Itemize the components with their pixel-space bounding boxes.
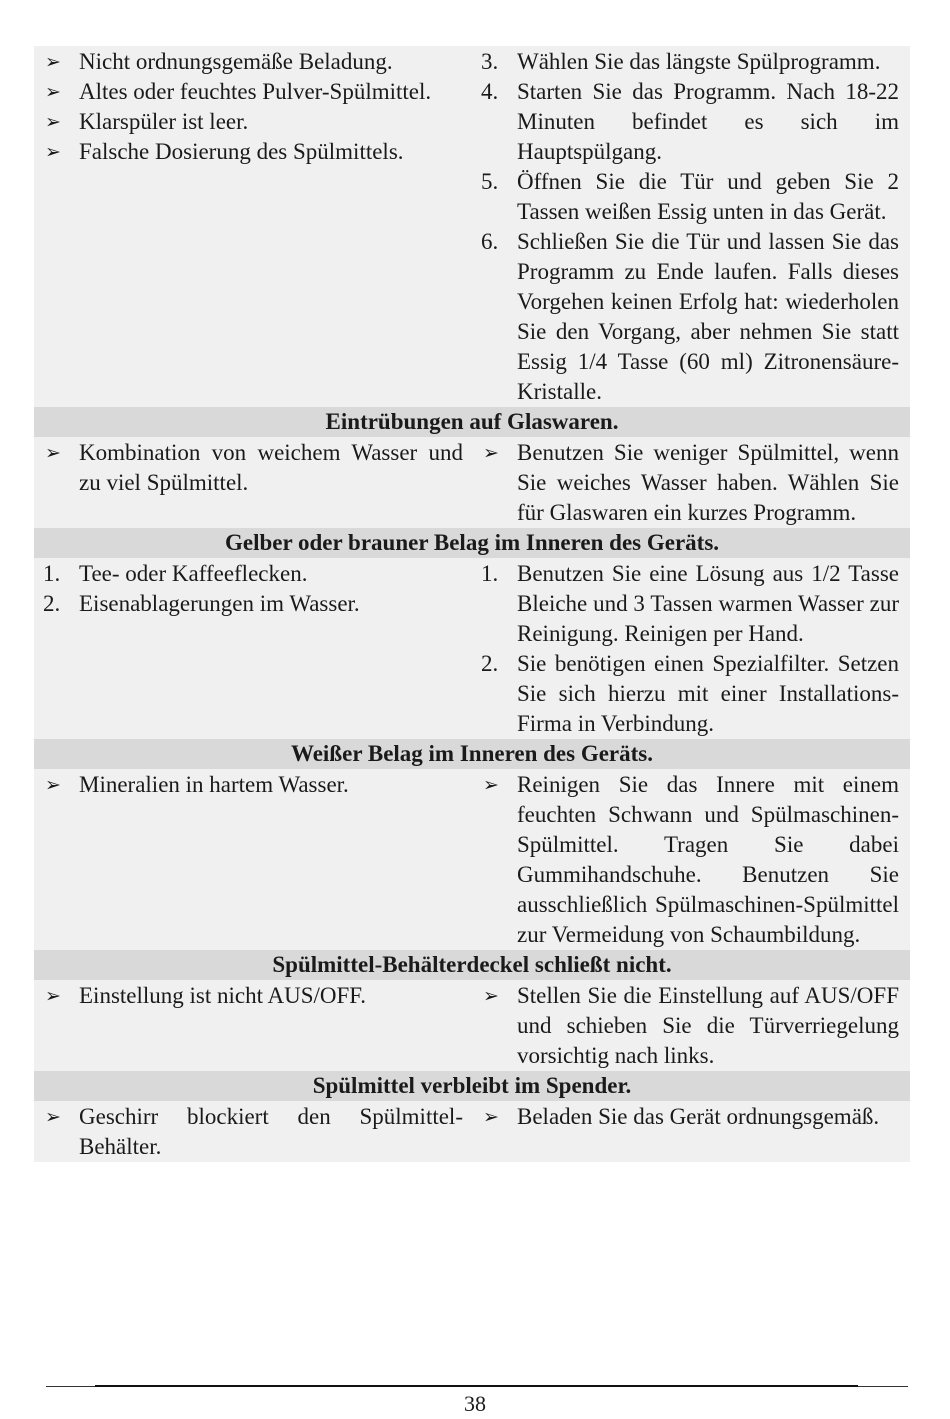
arrow-bullet-icon: ➢ <box>45 81 61 103</box>
section-row <box>34 769 910 950</box>
list-number: 1. <box>43 561 61 586</box>
list-item-text: Benutzen Sie eine Lösung aus 1/2 Tasse Bleiche und 3 Tassen warmen Wasser zur Reinigung. Reinigen per Hand. <box>517 561 899 646</box>
section-row <box>34 980 910 1071</box>
arrow-bullet-icon: ➢ <box>45 442 61 464</box>
list-item-text: Starten Sie das Programm. Nach 18-22 Minuten befindet es sich im Hauptspülgang. <box>517 79 899 164</box>
list-number: 6. <box>481 229 499 254</box>
list-number: 1. <box>481 561 499 586</box>
list-item <box>43 137 463 167</box>
cause-column <box>34 769 472 950</box>
list-item <box>43 107 463 137</box>
list-item <box>481 47 899 77</box>
list-item-text: Geschirr blockiert den Spülmittel-Behälter. <box>79 1104 463 1159</box>
list-item <box>43 770 463 800</box>
arrow-bullet-icon: ➢ <box>483 1106 499 1128</box>
list-item <box>481 77 899 167</box>
cause-column <box>34 437 472 528</box>
list-number: 2. <box>43 591 61 616</box>
list-number: 4. <box>481 79 499 104</box>
section-row <box>34 46 910 407</box>
list-item <box>43 77 463 107</box>
remedy-column <box>472 980 910 1071</box>
list-item <box>43 981 463 1011</box>
arrow-bullet-icon: ➢ <box>45 141 61 163</box>
list-item-text: Beladen Sie das Gerät ordnungsgemäß. <box>517 1104 880 1129</box>
list-item-text: Öffnen Sie die Tür und geben Sie 2 Tassen weißen Essig unten in das Gerät. <box>517 169 899 224</box>
list-item-text: Benutzen Sie weniger Spülmittel, wenn Sie weiches Wasser haben. Wählen Sie für Glaswaren ein kurzes Programm. <box>517 440 899 525</box>
list-item <box>481 167 899 227</box>
list-item-text: Sie benötigen einen Spezialfilter. Setzen Sie sich hierzu mit einer Installations-Firma in Verbindung. <box>517 651 899 736</box>
section-header: Spülmittel verbleibt im Spender. <box>34 1071 910 1101</box>
section-header: Eintrübungen auf Glaswaren. <box>34 407 910 437</box>
list-item <box>481 770 899 950</box>
list-item-text: Mineralien in hartem Wasser. <box>79 772 349 797</box>
list-item <box>43 559 463 589</box>
list-item <box>481 981 899 1071</box>
troubleshooting-table <box>34 46 910 1162</box>
list-item-text: Klarspüler ist leer. <box>79 109 249 134</box>
cause-column <box>34 558 472 739</box>
list-number: 3. <box>481 49 499 74</box>
list-item <box>43 1102 463 1162</box>
remedy-column <box>472 558 910 739</box>
remedy-column <box>472 437 910 528</box>
arrow-bullet-icon: ➢ <box>483 442 499 464</box>
list-item-text: Falsche Dosierung des Spülmittels. <box>79 139 404 164</box>
list-item <box>481 559 899 649</box>
list-item-text: Tee- oder Kaffeeflecken. <box>79 561 308 586</box>
list-item-text: Eisenablagerungen im Wasser. <box>79 591 360 616</box>
list-item-text: Reinigen Sie das Innere mit einem feuchten Schwann und Spülmaschinen-Spülmittel. Tragen Sie dabei Gummihandschuhe. Benutzen Sie ausschließlich Spülmaschinen-Spülmittel zur Vermeidung von Schaumbildung. <box>517 772 899 947</box>
list-number: 5. <box>481 169 499 194</box>
list-item-text: Schließen Sie die Tür und lassen Sie das Programm zu Ende laufen. Falls dieses Vorgehen keinen Erfolg hat: wiederholen Sie den Vorgang, aber nehmen Sie statt Essig 1/4 Tasse (60 ml) Zitronensäure-Kristalle. <box>517 229 899 404</box>
section-header: Spülmittel-Behälterdeckel schließt nicht. <box>34 950 910 980</box>
arrow-bullet-icon: ➢ <box>45 985 61 1007</box>
footer-rule-bold <box>95 1385 858 1387</box>
section-header: Gelber oder brauner Belag im Inneren des Geräts. <box>34 528 910 558</box>
list-number: 2. <box>481 651 499 676</box>
remedy-column <box>472 769 910 950</box>
list-item-text: Nicht ordnungsgemäße Beladung. <box>79 49 393 74</box>
cause-column <box>34 1101 472 1162</box>
list-item-text: Altes oder feuchtes Pulver-Spülmittel. <box>79 79 432 104</box>
list-item <box>481 1102 899 1132</box>
arrow-bullet-icon: ➢ <box>483 985 499 1007</box>
section-row <box>34 437 910 528</box>
cause-column <box>34 46 472 407</box>
list-item-text: Stellen Sie die Einstellung auf AUS/OFF und schieben Sie die Türverriegelung vorsichtig nach links. <box>517 983 899 1068</box>
list-item-text: Wählen Sie das längste Spülprogramm. <box>517 49 881 74</box>
list-item <box>43 47 463 77</box>
section-header: Weißer Belag im Inneren des Geräts. <box>34 739 910 769</box>
cause-column <box>34 980 472 1071</box>
arrow-bullet-icon: ➢ <box>45 111 61 133</box>
list-item-text: Kombination von weichem Wasser und zu viel Spülmittel. <box>79 440 463 495</box>
arrow-bullet-icon: ➢ <box>45 1106 61 1128</box>
list-item <box>481 438 899 528</box>
page-number: 38 <box>464 1391 486 1416</box>
section-row <box>34 1101 910 1162</box>
arrow-bullet-icon: ➢ <box>45 51 61 73</box>
list-item <box>481 227 899 407</box>
remedy-column <box>472 1101 910 1162</box>
list-item-text: Einstellung ist nicht AUS/OFF. <box>79 983 366 1008</box>
list-item <box>43 589 463 619</box>
section-row <box>34 558 910 739</box>
arrow-bullet-icon: ➢ <box>45 774 61 796</box>
remedy-column <box>472 46 910 407</box>
arrow-bullet-icon: ➢ <box>483 774 499 796</box>
list-item <box>481 649 899 739</box>
list-item <box>43 438 463 498</box>
